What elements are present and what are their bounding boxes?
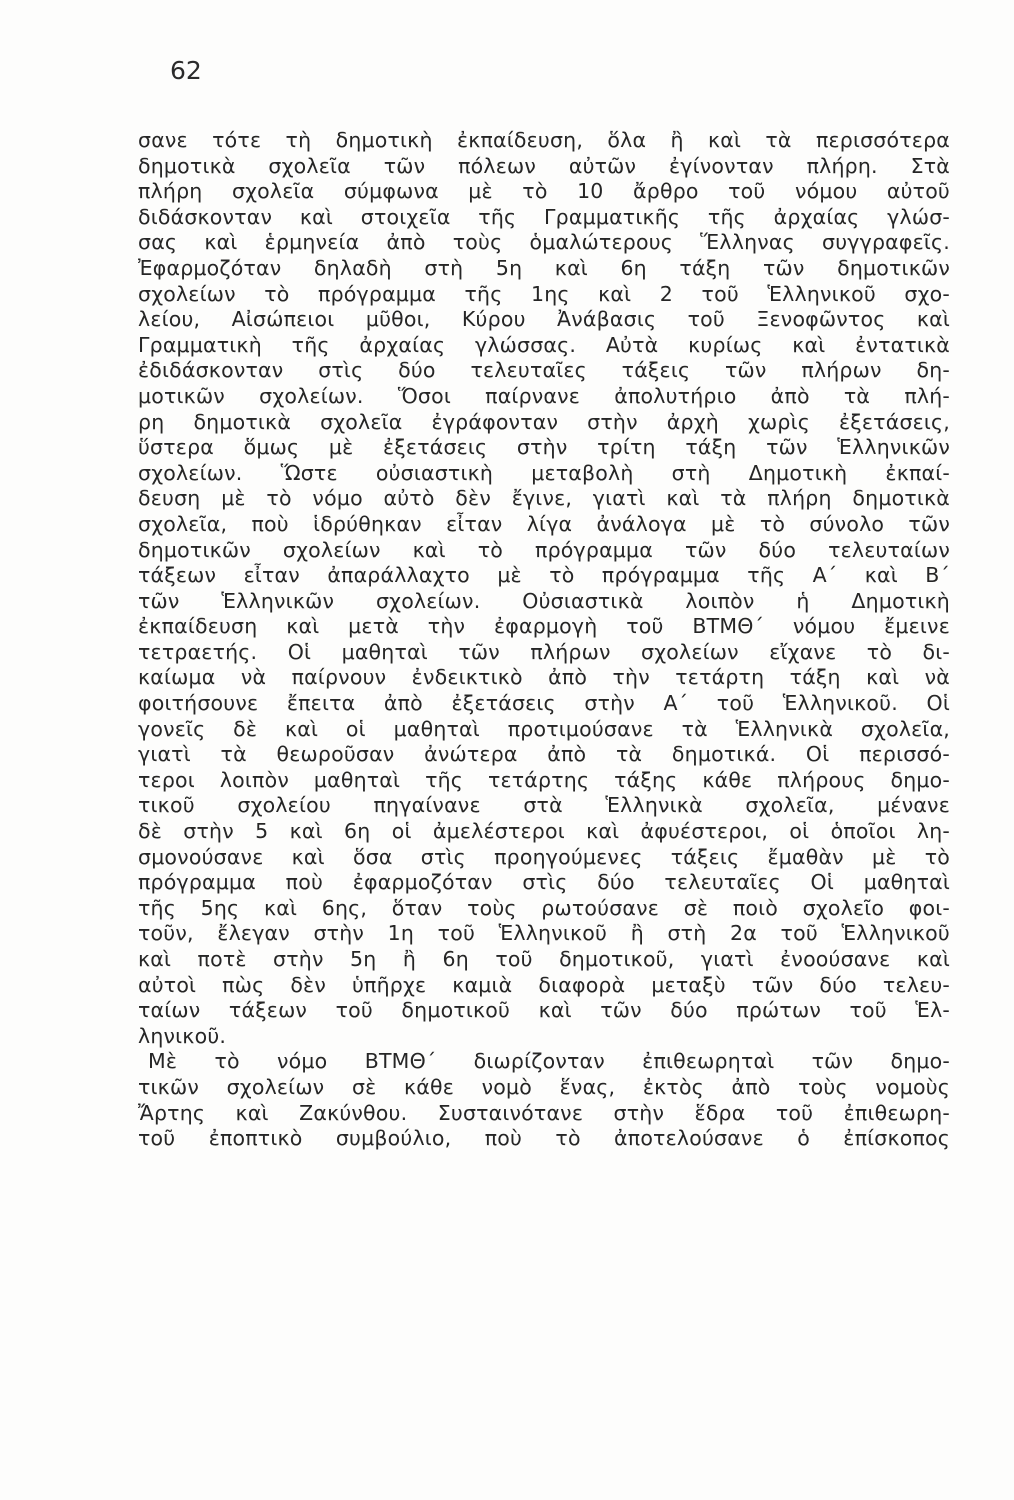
text-line: Γραμματικὴ τῆς ἀρχαίας γλώσσας. Αὐτὰ κυρίως καὶ ἐντατικὰ	[138, 332, 950, 357]
text-line: σχολεῖα, ποὺ ἱδρύθηκαν εἶταν λίγα ἀνάλογα μὲ τὸ σύνολο τῶν	[138, 511, 950, 536]
text-line: μοτικῶν σχολείων. Ὅσοι παίρνανε ἀπολυτήριο ἀπὸ τὰ πλή-	[138, 383, 950, 408]
text-line: τικοῦ σχολείου πηγαίνανε στὰ Ἑλληνικὰ σχολεῖα, μένανε	[138, 793, 950, 818]
text-line: σχολείων τὸ πρόγραμμα τῆς 1ης καὶ 2 τοῦ Ἑλληνικοῦ σχο-	[138, 281, 950, 306]
text-line: δημοτικῶν σχολείων καὶ τὸ πρόγραμμα τῶν δύο τελευταίων	[138, 537, 950, 562]
text-line: ὕστερα ὅμως μὲ ἐξετάσεις στὴν τρίτη τάξη τῶν Ἑλληνικῶν	[138, 435, 950, 460]
text-line: δημοτικὰ σχολεῖα τῶν πόλεων αὐτῶν ἐγίνονταν πλήρη. Στὰ	[138, 153, 950, 178]
text-line: σμονούσανε καὶ ὅσα στὶς προηγούμενες τάξεις ἔμαθὰν μὲ τὸ	[138, 844, 950, 869]
text-line: αὐτοὶ πὼς δὲν ὑπῆρχε καμιὰ διαφορὰ μεταξὺ τῶν δύο τελευ-	[138, 972, 950, 997]
text-line: ταίων τάξεων τοῦ δημοτικοῦ καὶ τῶν δύο πρώτων τοῦ Ἑλ-	[138, 998, 950, 1023]
text-line: τικῶν σχολείων σὲ κάθε νομὸ ἕνας, ἐκτὸς ἀπὸ τοὺς νομοὺς	[138, 1074, 950, 1099]
body-text	[138, 128, 950, 1152]
text-line: Ἐφαρμοζόταν δηλαδὴ στὴ 5η καὶ 6η τάξη τῶν δημοτικῶν	[138, 255, 950, 280]
text-line: πλήρη σχολεῖα σύμφωνα μὲ τὸ 10 ἄρθρο τοῦ νόμου αὐτοῦ	[138, 179, 950, 204]
text-line: σχολείων. Ὥστε οὐσιαστικὴ μεταβολὴ στὴ Δημοτικὴ ἐκπαί-	[138, 460, 950, 485]
text-line: Ἄρτης καὶ Ζακύνθου. Συσταινότανε στὴν ἕδρα τοῦ ἐπιθεωρη-	[138, 1100, 950, 1125]
text-line: ρη δημοτικὰ σχολεῖα ἐγράφονταν στὴν ἀρχὴ χωρὶς ἐξετάσεις,	[138, 409, 950, 434]
paragraph-start-line: Μὲ τὸ νόμο ΒΤΜΘ΄ διωρίζονταν ἐπιθεωρηταὶ τῶν δημο-	[148, 1049, 950, 1074]
text-line: τοῦ ἐποπτικὸ συμβούλιο, ποὺ τὸ ἀποτελούσανε ὁ ἐπίσκοπος	[138, 1126, 950, 1151]
text-line: γονεῖς δὲ καὶ οἱ μαθηταὶ προτιμούσανε τὰ Ἑλληνικὰ σχολεῖα,	[138, 716, 950, 741]
text-line: φοιτήσουνε ἔπειτα ἀπὸ ἐξετάσεις στὴν Α΄ τοῦ Ἑλληνικοῦ. Οἱ	[138, 691, 950, 716]
text-line: τετραετής. Οἱ μαθηταὶ τῶν πλήρων σχολείων εἴχανε τὸ δι-	[138, 639, 950, 664]
text-line: τεροι λοιπὸν μαθηταὶ τῆς τετάρτης τάξης κάθε πλήρους δημο-	[138, 767, 950, 792]
text-line: λείου, Αἰσώπειοι μῦθοι, Κύρου Ἀνάβασις τοῦ Ξενοφῶντος καὶ	[138, 307, 950, 332]
text-line: δευση μὲ τὸ νόμο αὐτὸ δὲν ἔγινε, γιατὶ καὶ τὰ πλήρη δημοτικὰ	[138, 486, 950, 511]
text-line: σανε τότε τὴ δημοτικὴ ἐκπαίδευση, ὅλα ἢ καὶ τὰ περισσότερα	[138, 128, 950, 152]
paragraph-end-line: ληνικοῦ.	[138, 1023, 227, 1048]
text-line: σας καὶ ἑρμηνεία ἀπὸ τοὺς ὁμαλώτερους Ἕλληνας συγγραφεῖς.	[138, 230, 950, 255]
page-number: 62	[170, 56, 202, 85]
text-line: καίωμα νὰ παίρνουν ἐνδεικτικὸ ἀπὸ τὴν τετάρτη τάξη καὶ νὰ	[138, 665, 950, 690]
text-line: τοῦν, ἔλεγαν στὴν 1η τοῦ Ἑλληνικοῦ ἢ στὴ 2α τοῦ Ἑλληνικοῦ	[138, 921, 950, 946]
text-line: τῆς 5ης καὶ 6ης, ὅταν τοὺς ρωτούσανε σὲ ποιὸ σχολεῖο φοι-	[138, 895, 950, 920]
text-line: καὶ ποτὲ στὴν 5η ἢ 6η τοῦ δημοτικοῦ, γιατὶ ἐνοούσανε καὶ	[138, 947, 950, 971]
text-line: γιατὶ τὰ θεωροῦσαν ἀνώτερα ἀπὸ τὰ δημοτικά. Οἱ περισσό-	[138, 742, 950, 767]
text-line: τῶν Ἑλληνικῶν σχολείων. Οὐσιαστικὰ λοιπὸν ἡ Δημοτικὴ	[138, 588, 950, 613]
text-line: τάξεων εἶταν ἀπαράλλαχτο μὲ τὸ πρόγραμμα τῆς Α΄ καὶ Β΄	[138, 563, 950, 588]
text-line: δὲ στὴν 5 καὶ 6η οἱ ἀμελέστεροι καὶ ἀφυέστεροι, οἱ ὁποῖοι λη-	[138, 819, 950, 844]
text-line: ἐδιδάσκονταν στὶς δύο τελευταῖες τάξεις τῶν πλήρων δη-	[138, 358, 950, 383]
text-line: ἐκπαίδευση καὶ μετὰ τὴν ἐφαρμογὴ τοῦ ΒΤΜΘ΄ νόμου ἔμεινε	[138, 614, 950, 639]
text-line: πρόγραμμα ποὺ ἐφαρμοζόταν στὶς δύο τελευταῖες Οἱ μαθηταὶ	[138, 870, 950, 895]
text-line: διδάσκονταν καὶ στοιχεῖα τῆς Γραμματικῆς τῆς ἀρχαίας γλώσ-	[138, 204, 950, 229]
